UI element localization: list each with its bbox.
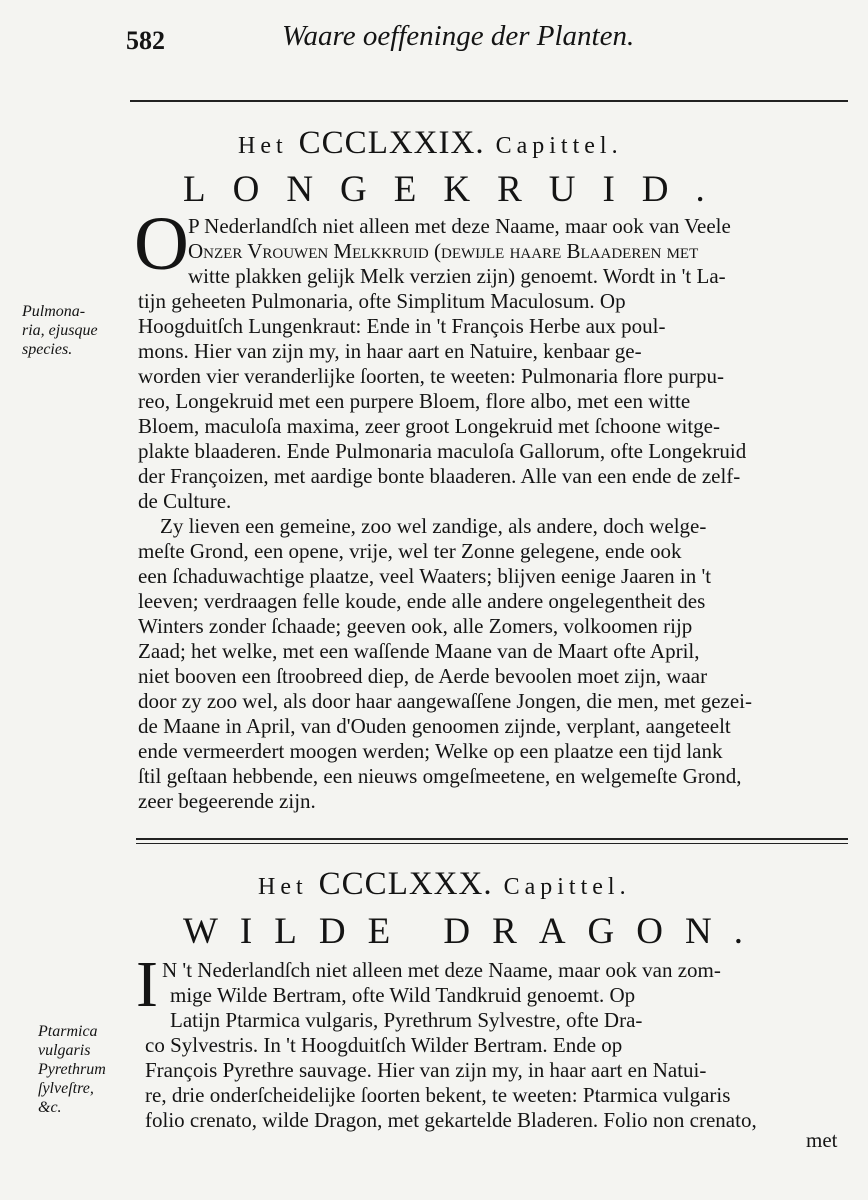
margin-note (22, 302, 98, 359)
chapter-heading (258, 866, 631, 903)
chapter-number: CCCLXXIX. (298, 125, 485, 161)
heading-word: Capittel. (492, 874, 631, 900)
text-line: witte plakken gelijk Melk verzien zijn) genoemt. Wordt in 't La- (188, 264, 726, 288)
page-number: 582 (126, 26, 165, 55)
text-line: Zaad; het welke, met een waſſende Maane van de Maart ofte April, (138, 639, 700, 663)
margin-note-line: species. (22, 341, 73, 358)
text-line: meſte Grond, een opene, vrije, wel ter Zonne gelegene, ende ook (138, 539, 682, 563)
text-line: François Pyrethre sauvage. Hier van zijn my, in haar aart en Natui- (145, 1058, 707, 1082)
text-line: reo, Longekruid met een purpere Bloem, flore albo, met een witte (138, 389, 691, 413)
margin-note-line: ſylveſtre, (38, 1080, 94, 1097)
text-line: P Nederlandſch niet alleen met deze Naame, maar ook van Veele (188, 214, 731, 238)
margin-note-line: Pulmona- (22, 303, 86, 320)
text-line: de Maane in April, van d'Ouden genoomen zijnde, verplant, aangeteelt (138, 714, 731, 738)
text-line: der Françoizen, met aardige bonte blaaderen. Alle van een ende de zelf- (138, 464, 741, 488)
drop-cap: O (134, 202, 189, 286)
catchword: met (806, 1128, 838, 1152)
chapter-heading (238, 125, 623, 162)
header-rule (130, 100, 848, 102)
heading-word: Capittel. (484, 133, 623, 159)
chapter-subject: WILDE DRAGON. (183, 911, 765, 952)
margin-note-line: Pyrethrum (38, 1061, 106, 1078)
chapter-subject: LONGEKRUID. (183, 169, 732, 210)
margin-note-line: ria, ejusque (22, 322, 98, 339)
text-line: zeer begeerende zijn. (138, 789, 316, 813)
text-line: ſtil geſtaan hebbende, een nieuws omgeſmeetene, en welgemeſte Grond, (138, 764, 742, 788)
chapter-separator (136, 838, 848, 840)
text-line: folio crenato, wilde Dragon, met gekartelde Bladeren. Folio non crenato, (145, 1108, 757, 1132)
drop-cap: I (136, 948, 158, 1021)
running-title: Waare oeffeninge der Planten. (282, 20, 635, 52)
text-line: tijn geheeten Pulmonaria, ofte Simplitum Maculosum. Op (138, 289, 626, 313)
heading-prefix: Het (258, 874, 319, 900)
text-line: ende vermeerdert moogen werden; Welke op een plaatze een tijd lank (138, 739, 723, 763)
chapter-number: CCCLXXX. (318, 866, 493, 902)
text-line: Bloem, maculoſa maxima, zeer groot Longekruid met ſchoone witge- (138, 414, 720, 438)
text-line: Hoogduitſch Lungenkraut: Ende in 't François Herbe aux poul- (138, 314, 666, 338)
margin-note (38, 1022, 106, 1117)
heading-prefix: Het (238, 133, 299, 159)
text-line: de Culture. (138, 489, 232, 513)
chapter-separator-thin (136, 843, 848, 844)
text-line: een ſchaduwachtige plaatze, veel Waaters; blijven eenige Jaaren in 't (138, 564, 712, 588)
text-line: co Sylvestris. In 't Hoogduitſch Wilder Bertram. Ende op (145, 1033, 623, 1057)
text-line: Onzer Vrouwen Melkkruid (dewijle haare Blaaderen met (188, 239, 699, 263)
text-line: Winters zonder ſchaade; geeven ook, alle Zomers, volkoomen rijp (138, 614, 693, 638)
text-line: niet booven een ſtroobreed diep, de Aerde bevoolen moet zijn, waar (138, 664, 708, 688)
margin-note-line: &c. (38, 1099, 62, 1116)
text-line: mons. Hier van zijn my, in haar aart en Natuire, kenbaar ge- (138, 339, 642, 363)
text-line: plakte blaaderen. Ende Pulmonaria maculoſa Gallorum, ofte Longekruid (138, 439, 747, 463)
text-line: N 't Nederlandſch niet alleen met deze Naame, maar ook van zom- (162, 958, 721, 982)
text-line: re, drie onderſcheidelijke ſoorten bekent, te weeten: Ptarmica vulgaris (145, 1083, 731, 1107)
text-line: leeven; verdraagen felle koude, ende alle andere ongelegentheit des (138, 589, 706, 613)
text-line: Latijn Ptarmica vulgaris, Pyrethrum Sylvestre, ofte Dra- (170, 1008, 643, 1032)
margin-note-line: Ptarmica (38, 1023, 98, 1040)
text-line: worden vier veranderlijke ſoorten, te weeten: Pulmonaria flore purpu- (138, 364, 725, 388)
text-line: mige Wilde Bertram, ofte Wild Tandkruid genoemt. Op (170, 983, 636, 1007)
text-line: door zy zoo wel, als door haar aangewaſſene Jongen, die men, met gezei- (138, 689, 753, 713)
text-line: Zy lieven een gemeine, zoo wel zandige, als andere, doch welge- (160, 514, 707, 538)
margin-note-line: vulgaris (38, 1042, 91, 1059)
